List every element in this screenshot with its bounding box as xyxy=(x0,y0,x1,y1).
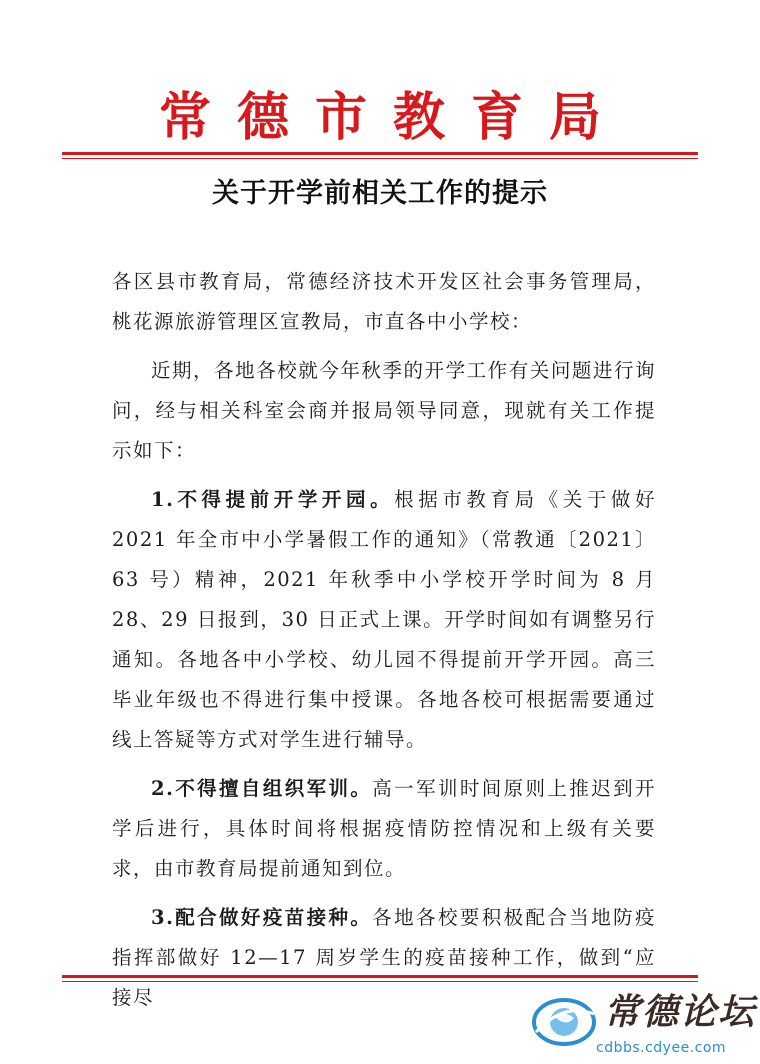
item-text-3: 各地各校要积极配合当地防疫指挥部做好 12—17 周岁学生的疫苗接种工作，做到“应接尽 xyxy=(112,906,656,1009)
item-lead-1: 1.不得提前开学开园。 xyxy=(151,488,395,511)
letterhead-title: 常德市教育局 xyxy=(158,87,627,148)
item-text-1: 根据市教育局《关于做好 2021 年全市中小学暑假工作的通知》（常教通〔2021〕63 号）精神，2021 年秋季中小学校开学时间为 8 月 28、29 日报到，30 日正式上课。开学时间如有调整另行通知。各地各中小学校、幼儿园不得提前开学开园。高三毕业年级也不得进行集中授课。各地各校可根据需要通过线上答疑等方式对学生进行辅导。 xyxy=(112,488,656,751)
item-lead-3: 3.配合做好疫苗接种。 xyxy=(151,906,373,929)
forum-watermark-name: 常德论坛 xyxy=(604,991,757,1033)
forum-watermark-url: cdbbs.cdyee.com xyxy=(596,1040,727,1056)
letterhead-rule-thick xyxy=(62,152,698,155)
item-lead-2: 2.不得擅自组织军训。 xyxy=(151,777,373,800)
footer-rule-thin xyxy=(62,981,698,982)
footer-rule-thick xyxy=(62,975,698,978)
intro-paragraph: 近期，各地各校就今年秋季的开学工作有关问题进行询问，经与相关科室会商并报局领导同意，现就有关工作提示如下： xyxy=(112,359,656,462)
salutation: 各区县市教育局，常德经济技术开发区社会事务管理局，桃花源旅游管理区宣教局，市直各中小学校： xyxy=(112,270,656,333)
item-text-2: 高一军训时间原则上推迟到开学后进行，具体时间将根据疫情防控情况和上级有关要求，由市教育局提前通知到位。 xyxy=(112,777,656,880)
document-title: 关于开学前相关工作的提示 xyxy=(212,178,548,209)
document-body xyxy=(112,262,656,1027)
forum-logo-icon xyxy=(528,992,600,1048)
letterhead-rule-thin xyxy=(62,158,698,159)
item-paragraph-2 xyxy=(112,769,656,889)
item-paragraph-1 xyxy=(112,480,656,760)
